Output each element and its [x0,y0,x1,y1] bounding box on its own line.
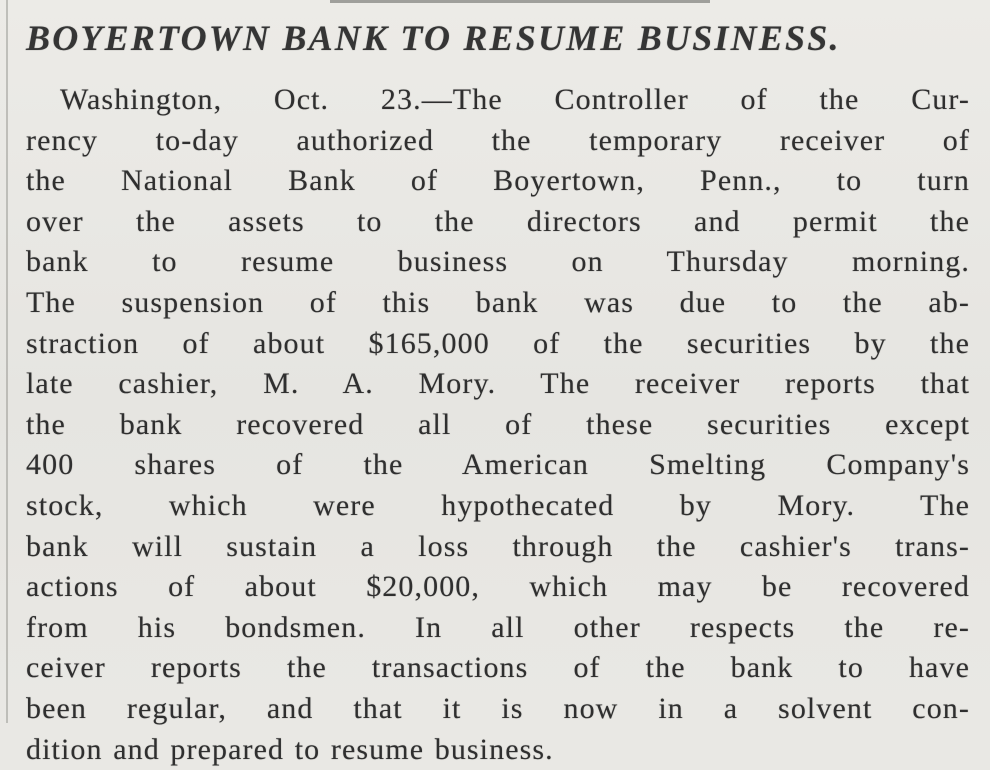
body-line: dition and prepared to resume business. [26,730,970,770]
body-line: rency to-day authorized the temporary receiver of [26,121,970,162]
column-rule [6,0,8,723]
body-line: The suspension of this bank was due to the ab- [26,283,970,324]
headline: BOYERTOWN BANK TO RESUME BUSINESS. [26,14,970,62]
body-line: actions of about $20,000, which may be recovered [26,567,970,608]
body-line: been regular, and that it is now in a solvent con- [26,689,970,730]
body-line: bank will sustain a loss through the cashier's trans- [26,527,970,568]
body-line: the bank recovered all of these securities except [26,405,970,446]
article-body [26,80,970,770]
body-line: straction of about $165,000 of the securities by the [26,324,970,365]
top-rule [330,0,710,3]
body-line: from his bondsmen. In all other respects the re- [26,608,970,649]
body-line: Washington, Oct. 23.—The Controller of the Cur- [26,80,970,121]
body-line: ceiver reports the transactions of the bank to have [26,648,970,689]
body-line: the National Bank of Boyertown, Penn., to turn [26,161,970,202]
body-line: late cashier, M. A. Mory. The receiver reports that [26,364,970,405]
body-line: stock, which were hypothecated by Mory. The [26,486,970,527]
body-line: 400 shares of the American Smelting Company's [26,445,970,486]
article [26,14,970,770]
body-line: over the assets to the directors and permit the [26,202,970,243]
body-line: bank to resume business on Thursday morning. [26,242,970,283]
